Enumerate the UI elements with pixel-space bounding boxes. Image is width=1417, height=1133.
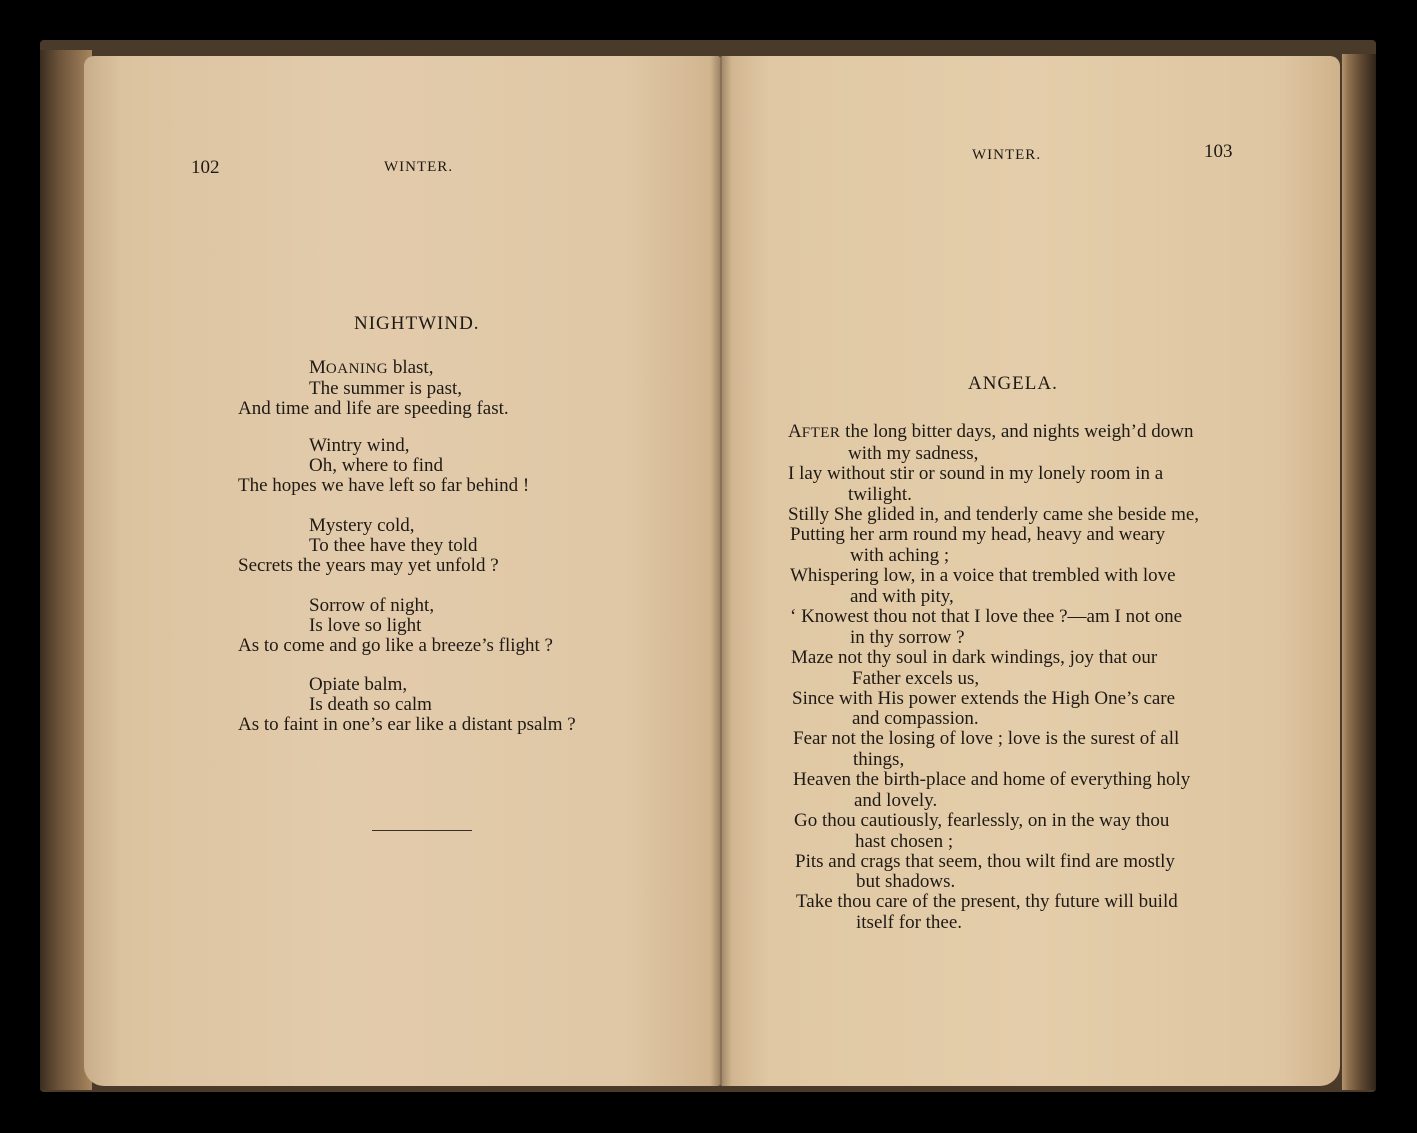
poem-line: Fear not the losing of love ; love is the surest of all xyxy=(793,728,1180,749)
poem-line: Is love so light xyxy=(309,615,422,636)
poem-line: twilight. xyxy=(848,484,912,505)
poem-line: Opiate balm, xyxy=(309,674,408,695)
poem-line: Mystery cold, xyxy=(309,515,415,536)
poem-line: but shadows. xyxy=(856,871,956,892)
poem-line: Wintry wind, xyxy=(309,435,410,456)
poem-line: As to faint in one’s ear like a distant psalm ? xyxy=(238,714,576,735)
poem-line: I lay without stir or sound in my lonely room in a xyxy=(788,463,1164,484)
poem-line: Go thou cautiously, fearlessly, on in the way thou xyxy=(794,810,1170,831)
drop-initial: M xyxy=(309,357,326,378)
left-page-number: 102 xyxy=(191,157,220,178)
right-running-head: WINTER. xyxy=(972,147,1042,163)
poem-line: Heaven the birth-place and home of everything holy xyxy=(793,769,1191,790)
poem-line: itself for thee. xyxy=(856,912,963,933)
section-rule xyxy=(372,830,472,831)
poem-line: in thy sorrow ? xyxy=(850,627,965,648)
poem-line xyxy=(309,358,433,379)
poem-line: Maze not thy soul in dark windings, joy that our xyxy=(791,647,1158,668)
poem-line: Stilly She glided in, and tenderly came she beside me, xyxy=(788,504,1200,525)
poem-line: ‘ Knowest thou not that I love thee ?—am I not one xyxy=(790,606,1183,627)
poem-line: And time and life are speeding fast. xyxy=(238,398,509,419)
poem-line: Sorrow of night, xyxy=(309,595,435,616)
poem-line: and lovely. xyxy=(854,790,938,811)
book-gutter xyxy=(710,56,732,1086)
poem-line: To thee have they told xyxy=(309,535,478,556)
drop-initial: A xyxy=(788,421,802,442)
poem-line: Since with His power extends the High One’s care xyxy=(792,688,1176,709)
poem-line: Father excels us, xyxy=(852,668,980,689)
poem-line: with aching ; xyxy=(850,545,950,566)
poem-line: Whispering low, in a voice that trembled with love xyxy=(790,565,1176,586)
poem-line: Putting her arm round my head, heavy and weary xyxy=(790,524,1166,545)
left-running-head: WINTER. xyxy=(384,159,454,175)
poem-line: The summer is past, xyxy=(309,378,463,399)
poem-line-text: blast, xyxy=(388,357,434,378)
poem-line: and compassion. xyxy=(852,708,979,729)
poem-line: Secrets the years may yet unfold ? xyxy=(238,555,499,576)
poem-line: and with pity, xyxy=(850,586,954,607)
poem-line: Pits and crags that seem, thou wilt find are mostly xyxy=(795,851,1175,872)
poem-line-text: the long bitter days, and nights weigh’d down xyxy=(840,421,1194,442)
poem-line: The hopes we have left so far behind ! xyxy=(238,475,530,496)
poem-line: Oh, where to find xyxy=(309,455,444,476)
left-poem-title: NIGHTWIND. xyxy=(354,313,480,334)
poem-line: Take thou care of the present, thy future will build xyxy=(796,891,1178,912)
right-poem-title: ANGELA. xyxy=(968,373,1058,394)
poem-line: Is death so calm xyxy=(309,694,432,715)
right-page-number: 103 xyxy=(1204,141,1233,162)
small-caps-word: OANING xyxy=(325,361,389,377)
poem-line xyxy=(788,422,1193,443)
small-caps-word: FTER xyxy=(801,425,841,441)
poem-line: As to come and go like a breeze’s flight ? xyxy=(238,635,553,656)
poem-line: hast chosen ; xyxy=(855,831,954,852)
right-page-edges xyxy=(1342,54,1376,1090)
poem-line: with my sadness, xyxy=(848,443,979,464)
poem-line: things, xyxy=(853,749,905,770)
